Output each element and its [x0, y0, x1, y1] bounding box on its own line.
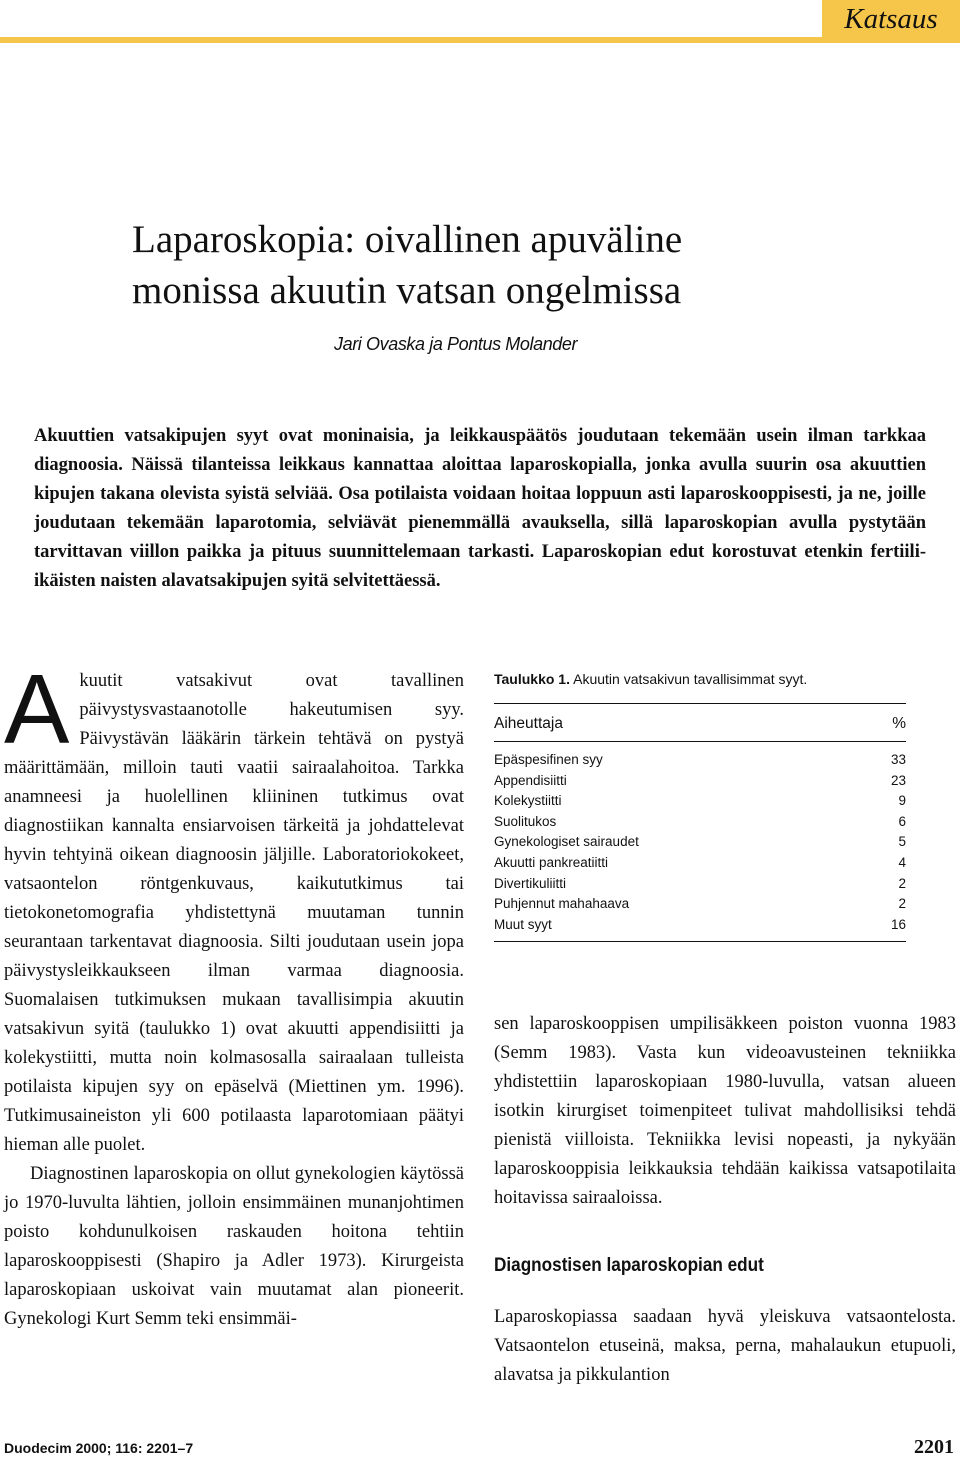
history-paragraph: Diagnostinen laparoskopia on ollut gynekologien käytössä jo 1970-luvulta lähtien, jolloin ensimmäinen munanjohtimen poisto kohdunulkoisen raskauden hoitona tehtiin laparoskooppisesti (Shapiro ja Adler 1973). Kirurgeista laparoskopiaan uskoivat vain muutamat alan pioneerit. Gynekologi Kurt Semm teki ensimmäi- [4, 1164, 464, 1329]
cell-percent: 4 [898, 854, 906, 870]
table-row [494, 791, 906, 812]
drop-cap: A [4, 654, 70, 764]
cell-cause: Suolitukos [494, 813, 557, 829]
column-header-cause: Aiheuttaja [494, 715, 563, 732]
cell-cause: Appendisiitti [494, 772, 567, 788]
advantages-paragraph: Laparoskopiassa saadaan hyvä yleiskuva vatsaontelosta. Vatsaontelon etuseinä, maksa, perna, mahalaukun etupuoli, alavatsa ja pikkulantion [494, 1307, 956, 1385]
right-column [494, 1010, 956, 1390]
left-column [4, 654, 464, 1334]
cell-percent: 6 [898, 813, 906, 829]
table-row [494, 750, 906, 771]
cell-percent: 16 [890, 916, 906, 932]
cell-cause: Epäspesifinen syy [494, 752, 603, 767]
cell-cause: Divertikuliitti [494, 875, 567, 891]
cell-percent: 2 [898, 896, 906, 912]
table-header [494, 703, 906, 742]
cell-percent: 2 [898, 875, 906, 891]
table-caption-label: Taulukko 1. [494, 671, 570, 687]
abstract: Akuuttien vatsakipujen syyt ovat moninaisia, ja leikkauspäätös joudutaan tekemään usein ilman tarkkaa diagnoosia. Näissä tilanteissa leikkaus kannattaa aloittaa laparoskopialla, jonka avulla suurin osa akuuttien kipujen takana olevista syistä selviää. Osa potilaista voidaan hoitaa loppuun asti laparoskooppisesti, ja ne, joille joudutaan tekemään laparotomia, selviävät pienemmällä avauksella, sillä laparoskopian avulla pystytään tarvittavan viillon paikka ja pituus suunnittelemaan tarkasti. Laparoskopian edut korostuvat etenkin fertiili-ikäisten naisten alavatsakipujen syitä selvitettäessä. [34, 426, 926, 591]
column-header-percent: % [892, 715, 906, 732]
title-line-1: Laparoskopia: oivallinen apuväline [132, 218, 683, 261]
table-caption-text: Akuutin vatsakivun tavallisimmat syyt. [573, 671, 808, 687]
journal-citation: Duodecim 2000; 116: 2201–7 [4, 1440, 194, 1456]
table-row [494, 771, 906, 792]
page-number: 2201 [914, 1436, 954, 1458]
table-body [494, 742, 906, 942]
authors: Jari Ovaska ja Pontus Molander [334, 334, 578, 354]
cell-percent: 33 [890, 752, 906, 767]
cell-percent: 23 [890, 772, 906, 788]
continuation-paragraph: sen laparoskooppisen umpilisäkkeen poiston vuonna 1983 (Semm 1983). Vasta kun videoavusteinen tekniikka yhdistettiin laparoskopiaan 1980-luvulla, vatsan alueen isotkin kirurgiset toimenpiteet tulivat mahdollisiksi tehdä pienistä viilloista. Tekniikka levisi nopeasti, ja nykyään laparoskooppisia leikkauksia tehdään kaikissa vatsapotilaita hoitavissa sairaaloissa. [494, 1014, 956, 1208]
section-heading: Diagnostisen laparoskopian edut [494, 1254, 764, 1276]
intro-text: kuutit vatsakivut ovat tavallinen päivystysvastaanotolle hakeutumisen syy. Päivystävän lääkärin tärkein tehtävä on pystyä määrittämään, milloin tauti vaatii sairaalahoitoa. Tarkka anamneesi ja huolellinen kliininen tutkimus ovat diagnostiikan kannalta ensiarvoisen tärkeitä ja johdattelevat hyvin tehtyinä oikean diagnoosin jäljille. Laboratoriokokeet, vatsaontelon röntgenkuvaus, kaikututkimus tai tietokonetomografia yhdistettynä muutaman tunnin seurantaan tarkentavat diagnoosia. Silti joudutaan usein jopa päivystysleikkaukseen ilman varmaa diagnoosia. Suomalaisen tutkimuksen mukaan tavallisimpia akuutin vatsakivun syitä (taulukko 1) ovat akuutti appendisiitti ja kolekystiitti, mutta noin kolmasosalla sairaalaan tulleista potilaista kipujen syy on epäselvä (Miettinen ym. 1996). Tutkimusaineiston yli 600 potilaasta laparotomiaan päätyi hieman alle puolet. [4, 671, 464, 1155]
table-1 [494, 669, 906, 942]
cell-cause: Gynekologiset sairaudet [494, 834, 639, 850]
cell-cause: Muut syyt [494, 916, 552, 932]
table-row [494, 853, 906, 874]
table-row [494, 915, 906, 936]
cell-percent: 9 [898, 793, 906, 809]
cell-percent: 5 [898, 834, 906, 850]
header-rule [0, 37, 960, 43]
cell-cause: Akuutti pankreatiitti [494, 854, 609, 870]
section-label: Katsaus [822, 0, 960, 38]
table-row [494, 812, 906, 833]
cell-cause: Kolekystiitti [494, 793, 562, 809]
table-caption [494, 669, 906, 689]
cell-cause: Puhjennut mahahaava [494, 896, 630, 912]
table-row [494, 874, 906, 895]
table-row [494, 832, 906, 853]
article-title [132, 214, 912, 316]
table-row [494, 894, 906, 915]
intro-paragraph [4, 654, 464, 1160]
title-line-2: monissa akuutin vatsan ongelmissa [132, 269, 682, 312]
